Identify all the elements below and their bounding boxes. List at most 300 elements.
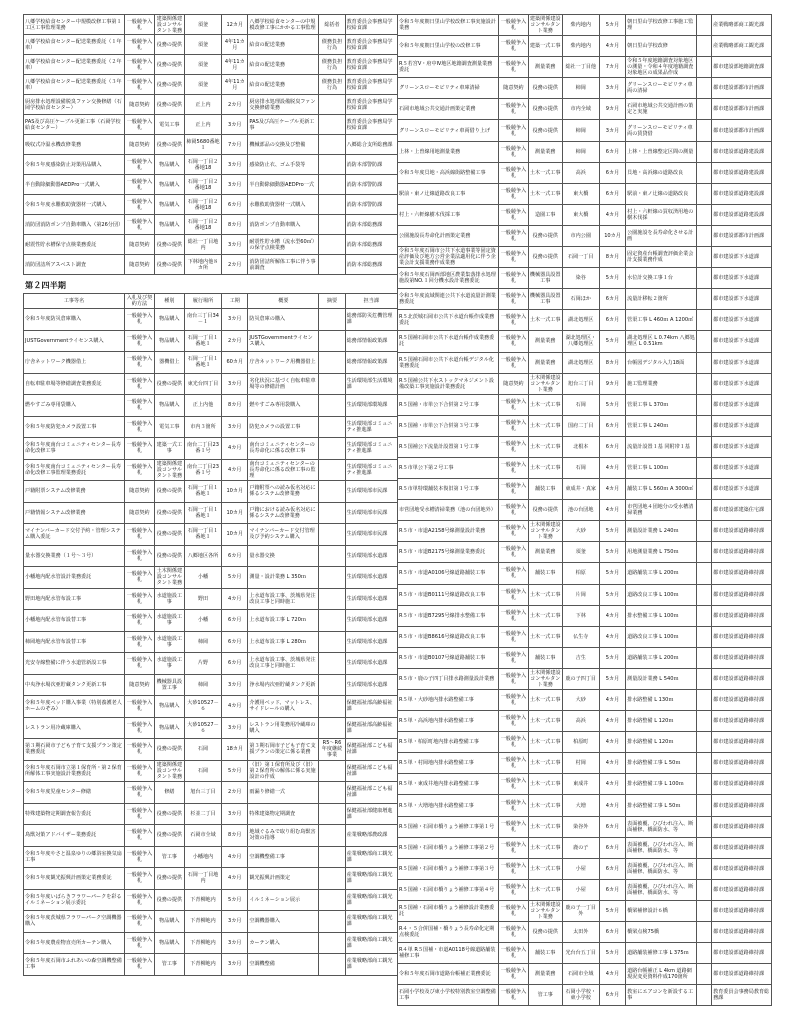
cell-department: 都市建設部道路維持課	[712, 795, 772, 816]
quarter-title: 第２四半期	[25, 280, 66, 290]
cell-location: 杉並二丁目	[184, 803, 221, 825]
cell-project-name: 村上・六軒線樹木伐採工事	[398, 204, 499, 225]
cell-remarks	[697, 900, 712, 921]
cell-department: 都市建設部道路維持課	[712, 690, 772, 711]
cell-location: 石岡一丁目	[562, 247, 599, 268]
cell-location: 柏原町	[562, 732, 599, 753]
cell-contract-method: 一般競争入札	[498, 500, 528, 521]
cell-department: 都市建設部道路維持課	[712, 711, 772, 732]
cell-project-name: R５国補公共下水ストックマネジメント設備改築工事実施設計業務委託	[398, 373, 499, 394]
cell-summary: 感染防止衣、ゴム手袋等	[248, 155, 319, 175]
cell-contract-method: 一般競争入札	[498, 879, 528, 900]
cell-contract-method: 一般競争入札	[124, 846, 154, 868]
cell-contract-method: 一般競争入札	[124, 330, 154, 352]
cell-type: 土木一式工事	[528, 711, 562, 732]
cell-project-name: 上林・上曽線用地測量業務	[398, 141, 499, 162]
cell-location: 東成井・真家	[562, 479, 599, 500]
cell-remarks: 債務負担行為	[319, 75, 345, 95]
cell-period: 3カ月	[222, 155, 248, 175]
table-row	[398, 457, 772, 478]
cell-period: 2カ月	[222, 330, 248, 352]
cell-summary: 南台コミュニティセンターの長寿命化に係る改修工事	[248, 438, 319, 460]
cell-period: 5カ月	[599, 563, 625, 584]
table-row	[398, 964, 772, 985]
cell-summary: 特殊建築物定期調査	[248, 803, 319, 825]
cell-project-name: R４・５合併国補・橋りょう長寿命化定期点検委託	[398, 922, 499, 943]
table-row	[24, 954, 398, 976]
cell-department: 都市建設部道路維持課	[712, 626, 772, 647]
table-row	[24, 889, 398, 911]
cell-project-name: 小幡地内配水管布設替工事	[24, 610, 125, 632]
cell-project-name: 令和５年度いばらきフラワーパークを彩るイルミネーション展示委託	[24, 889, 125, 911]
cell-location: 染谷	[562, 268, 599, 289]
table-row	[398, 795, 772, 816]
table-row	[398, 605, 772, 626]
cell-contract-method: 一般競争入札	[498, 900, 528, 921]
table-row	[398, 310, 772, 331]
cell-remarks	[319, 459, 345, 481]
cell-summary: 管渠工事 L 370ｍ	[626, 394, 697, 415]
cell-department: 都市建設部下水道課	[712, 479, 772, 500]
cell-contract-method: 一般競争入札	[124, 868, 154, 890]
cell-summary: 市営団地４団地分の受水槽清掃業務	[626, 500, 697, 521]
table-row	[24, 155, 398, 175]
cell-location: 高浜	[562, 711, 599, 732]
cell-period: 4カ月	[599, 36, 625, 57]
cell-project-name: グリーンスローモビリティ車両借り上げ	[398, 120, 499, 141]
cell-period: 6カ月	[222, 195, 248, 215]
cell-type: 土木一式工事	[528, 626, 562, 647]
cell-type: 土木関係建設コンサルタント業務	[529, 901, 561, 920]
cell-summary: 上水道布設工事、茨城県発注改良工事と同時施工	[248, 653, 319, 675]
cell-department: 都市建設部道路維持課	[712, 584, 772, 605]
header-type: 種別	[154, 294, 184, 309]
cell-type: 土木一式工事	[528, 795, 562, 816]
cell-contract-method: 一般競争入札	[498, 521, 528, 542]
table-row	[24, 868, 398, 890]
cell-contract-method: 一般競争入札	[498, 985, 528, 1006]
cell-project-name: 令和５年度観光振興計画策定業務委託	[24, 868, 125, 890]
cell-department: 産業戦略部商工観光課	[712, 36, 772, 57]
cell-remarks	[697, 141, 712, 162]
cell-location: 湖北処理区	[562, 310, 599, 331]
cell-type: 物品購入	[154, 717, 184, 739]
cell-remarks	[697, 774, 712, 795]
left-column	[23, 14, 398, 976]
cell-type: 役務の提供	[154, 255, 184, 275]
cell-project-name: 第３期石岡市子ども子育て支援プラン策定業務委託	[24, 739, 125, 761]
cell-period: 4カ月	[599, 732, 625, 753]
cell-project-name: R５北茨城石岡市公共下水道台帳作成業務委託	[398, 310, 499, 331]
cell-location: 南台二丁目23番１号	[184, 438, 221, 460]
cell-department: 八郷総合支所総務課	[345, 135, 397, 155]
table-row	[398, 985, 772, 1006]
cell-type: 物品購入	[154, 309, 184, 331]
cell-remarks	[697, 57, 712, 78]
cell-department: 都市建設部道路維持課	[712, 668, 772, 689]
cell-location: 柿岡	[184, 631, 221, 653]
cell-project-name: 令和５年度児童センター修繕	[24, 782, 125, 804]
cell-location: 大砂	[562, 521, 599, 542]
cell-type: 測量業務	[528, 352, 562, 373]
cell-remarks	[697, 816, 712, 837]
cell-department: 保健福祉部高齢福祉課	[345, 696, 397, 718]
cell-location: 大増	[562, 795, 599, 816]
table-row	[398, 668, 772, 689]
cell-type: 機械器具設置工事	[154, 674, 184, 696]
cell-project-name: R５国補石岡市公共下水道台帳デジタル化業務委託	[398, 352, 499, 373]
cell-contract-method: 随意契約	[124, 502, 154, 524]
cell-department: 生活環境部水道課	[345, 545, 397, 567]
cell-location: 鹿の子	[562, 837, 599, 858]
cell-department: 生活環境部水道課	[345, 567, 397, 589]
cell-period: 6カ月	[599, 436, 625, 457]
cell-summary: イルミネーション展示	[248, 889, 319, 911]
cell-location: 小幡	[184, 610, 221, 632]
cell-summary: 排水路整備工事 L 50ｍ	[626, 795, 697, 816]
cell-contract-method: 一般競争入札	[124, 524, 154, 546]
table-row	[398, 732, 772, 753]
cell-contract-method: 一般競争入札	[124, 739, 154, 761]
table-row	[398, 879, 772, 900]
cell-type: 建築一式工事	[154, 438, 184, 460]
cell-remarks	[697, 225, 712, 246]
cell-type: 土木一式工事	[528, 837, 562, 858]
cell-remarks	[319, 155, 345, 175]
cell-period: 5カ月	[599, 15, 625, 36]
cell-contract-method: 随意契約	[124, 674, 154, 696]
cell-location: 国府二丁目	[562, 415, 599, 436]
cell-summary: 排水路整備 L 130ｍ	[626, 690, 697, 711]
cell-summary: 排水路整備工事 L 100ｍ	[626, 774, 697, 795]
cell-location: 市内全域	[562, 99, 599, 120]
table-row	[398, 394, 772, 415]
cell-project-name: R５単・大増地内排水路整備工事	[398, 795, 499, 816]
table-row	[24, 115, 398, 135]
cell-contract-method: 一般競争入札	[124, 352, 154, 374]
cell-summary: 消防ポンプ自動車購入	[248, 215, 319, 235]
header-department: 担当課	[345, 294, 397, 309]
cell-project-name: 令和５年度水難救助資器材一式購入	[24, 195, 125, 215]
cell-department: 都市建設部道路維持課	[712, 922, 772, 943]
cell-remarks	[697, 204, 712, 225]
cell-type: 役務の提供	[154, 739, 184, 761]
cell-location: 染谷外	[562, 816, 599, 837]
cell-contract-method: 一般競争入札	[124, 545, 154, 567]
cell-department: 消防本部警防課	[345, 195, 397, 215]
cell-contract-method: 一般競争入札	[124, 155, 154, 175]
cell-period: 2カ月	[222, 95, 248, 115]
cell-location: 石岡一丁目１番地１	[184, 524, 221, 546]
cell-type: 土木一式工事	[528, 774, 562, 795]
cell-summary: 排水整備工事 L 100ｍ	[626, 605, 697, 626]
cell-type: 器機借上	[154, 352, 184, 374]
cell-department: 教育委員会事務局学校給食課	[345, 15, 397, 35]
cell-type: 機械器具設置工事	[528, 268, 562, 289]
cell-summary: 戸籍における読み仮名対応に係るシステム改修業務	[248, 502, 319, 524]
cell-summary: 道路舗装補修工事 L 375ｍ	[626, 943, 697, 964]
cell-project-name: R４単 R５国補・市道A0118号線道路舗装補修工事	[398, 943, 499, 964]
cell-project-name: 小幡地内配水管設計業務委託	[24, 567, 125, 589]
cell-department: 産業戦略部商工観光課	[345, 932, 397, 954]
cell-summary: 公園施設を長寿命化させる計画	[626, 225, 697, 246]
cell-period: 9カ月	[599, 99, 625, 120]
table-row	[24, 803, 398, 825]
cell-project-name: 半自動除細動器AEDPro一式購入	[24, 175, 125, 195]
cell-period: 4カ月	[599, 479, 625, 500]
cell-period: 12カ月	[222, 15, 248, 35]
cell-department: 都市建設部下水道課	[712, 457, 772, 478]
table-row	[24, 631, 398, 653]
header-contract-method: 入札及び契約方法	[124, 294, 154, 309]
cell-period: 3カ月	[222, 175, 248, 195]
cell-period: 5カ月	[599, 521, 625, 542]
cell-period: 3カ月	[222, 674, 248, 696]
cell-remarks	[697, 15, 712, 36]
cell-remarks	[697, 943, 712, 964]
cell-department: 都市建設部道路維持課	[712, 816, 772, 837]
cell-type: 土木関係建設コンサルタント業務	[529, 669, 561, 688]
table-row	[24, 135, 398, 155]
cell-project-name: 自転車駐車場等修繕調査業務委託	[24, 373, 125, 395]
cell-type: 物品購入	[154, 911, 184, 933]
cell-type: 土木関係建設コンサルタント業務	[154, 567, 184, 589]
cell-remarks	[319, 954, 345, 976]
cell-department: 都市建設部道路維持課	[712, 858, 772, 879]
table-row	[398, 542, 772, 563]
table-row	[24, 674, 398, 696]
cell-contract-method: 一般競争入札	[498, 626, 528, 647]
table-row	[24, 235, 398, 255]
table-row	[24, 696, 398, 718]
cell-type: 役務の提供	[154, 35, 184, 55]
cell-department: 生活環境部コミュニティ推進課	[345, 416, 397, 438]
cell-remarks	[697, 964, 712, 985]
cell-project-name: 令和５年度石岡市立第１保育所・第２保育所解体工事実施設計業務委託	[24, 760, 125, 782]
cell-contract-method: 一般競争入札	[124, 395, 154, 417]
cell-contract-method: 随意契約	[498, 373, 528, 394]
header-remarks: 摘要	[319, 294, 345, 309]
cell-department: 生活環境部水道課	[345, 588, 397, 610]
cell-period: 5カ月	[599, 394, 625, 415]
cell-remarks	[697, 162, 712, 183]
cell-department: 教育委員会事務局学校給食課	[345, 75, 397, 95]
cell-project-name: R５若宮Ⅴ・府中Ⅳ地区地籍調査測量業務委託	[398, 57, 499, 78]
cell-type: 電気工事	[154, 115, 184, 135]
cell-period: 9カ月	[599, 373, 625, 394]
table-row	[398, 120, 772, 141]
header-location: 履行場所	[184, 294, 221, 309]
cell-remarks	[319, 631, 345, 653]
cell-type: 役務の提供	[528, 225, 562, 246]
cell-summary: 朝日里山学校改修工事施工監理	[626, 15, 697, 36]
cell-department: 保健福祉部こども福祉課	[345, 760, 397, 782]
cell-summary: 耐震性貯水槽（流水型60㎥）の保守点検業務	[248, 235, 319, 255]
cell-department: 教育委員会事務局教育総務課	[712, 985, 772, 1006]
cell-period: 4カ月	[599, 626, 625, 647]
cell-contract-method: 一般競争入札	[498, 99, 528, 120]
cell-summary: 朝日里山学校改修	[626, 36, 697, 57]
cell-project-name: R５国補・市単公下合併第２号工事	[398, 394, 499, 415]
cell-type: 物品購入	[154, 155, 184, 175]
cell-summary: 測量設計業務 L 540ｍ	[626, 668, 697, 689]
cell-department: 生活環境部水道課	[345, 610, 397, 632]
cell-project-name: R５国補・石岡市橋りょう補修工事第２号	[398, 837, 499, 858]
cell-location: 下林地内他８カ所	[184, 255, 221, 275]
cell-contract-method: 一般競争入札	[124, 75, 154, 95]
cell-contract-method: 一般競争入札	[498, 162, 528, 183]
cell-summary: 道路舗装工事 L 200ｍ	[626, 647, 697, 668]
cell-period: 3カ月	[222, 803, 248, 825]
cell-remarks	[697, 711, 712, 732]
cell-summary: 管渠工事 L 100ｍ	[626, 457, 697, 478]
cell-summary: 八郷学校給食センターの中規模改修工事にかかる工事監理	[248, 15, 319, 35]
cell-type: 建築一式工事	[528, 36, 562, 57]
cell-period: 6カ月	[599, 985, 625, 1006]
cell-project-name: 鳥獣対策アドバイザー業務委託	[24, 825, 125, 847]
cell-location: 光台台五丁目	[562, 943, 599, 964]
cell-summary: 排水路整備 L 120ｍ	[626, 711, 697, 732]
cell-contract-method: 一般競争入札	[124, 438, 154, 460]
cell-type: 測量業務	[528, 141, 562, 162]
cell-location: 総社一丁目地内	[184, 235, 221, 255]
cell-department: 教育委員会事務局学校給食課	[345, 35, 397, 55]
cell-location: 須釜	[184, 75, 221, 95]
cell-period: 3カ月	[222, 416, 248, 438]
cell-project-name: R５国補・石岡市橋りょう補修工事第１号	[398, 816, 499, 837]
cell-department: 都市建設部都市計画課	[712, 78, 772, 99]
cell-type: 修繕	[154, 782, 184, 804]
table-row	[398, 521, 772, 542]
cell-type: 役務の提供	[154, 502, 184, 524]
cell-type: 役務の提供	[528, 247, 562, 268]
cell-department: 生活環境部コミュニティ推進課	[345, 459, 397, 481]
cell-remarks	[697, 584, 712, 605]
cell-project-name: 八郷学校給食センター配送業務委託（１年車）	[24, 35, 125, 55]
cell-department: 生活環境部市民課	[345, 524, 397, 546]
cell-location: 池の台団地	[562, 500, 599, 521]
cell-contract-method: 一般競争入札	[498, 711, 528, 732]
cell-remarks	[697, 985, 712, 1006]
cell-summary: 湖北処理区 L 0.74km 八郷処理区 L 0.51km	[626, 331, 697, 352]
cell-remarks: R5～R6年度継続事業	[319, 739, 345, 761]
cell-contract-method: 一般競争入札	[124, 889, 154, 911]
cell-contract-method: 一般競争入札	[498, 394, 528, 415]
cell-department: 生活環境部環境課	[345, 395, 397, 417]
cell-summary: マイナンバーカード交付管理及び予約システム購入	[248, 524, 319, 546]
cell-remarks	[319, 653, 345, 675]
cell-type: 造園工事	[528, 204, 562, 225]
table-row	[24, 717, 398, 739]
cell-summary: 水難救助資器材一式購入	[248, 195, 319, 215]
cell-period: 6カ月	[222, 653, 248, 675]
cell-remarks	[319, 868, 345, 890]
table-row	[24, 75, 398, 95]
cell-type: 土木一式工事	[528, 690, 562, 711]
cell-location: 鹿の子四丁目	[562, 668, 599, 689]
table-row	[24, 373, 398, 395]
cell-summary: 道路台帳補正 L 4km 道路網現況変更資料作成170箇所	[626, 964, 697, 985]
cell-department: 総務部防災危機管理課	[345, 309, 397, 331]
cell-location: 高浜	[562, 162, 599, 183]
cell-location: 吉生	[562, 647, 599, 668]
cell-period: 18カ月	[222, 739, 248, 761]
cell-type: 水道施設工事	[154, 653, 184, 675]
cell-period: 6カ月	[599, 858, 625, 879]
table-row	[398, 647, 772, 668]
table-row	[24, 524, 398, 546]
table-row	[24, 911, 398, 933]
cell-location: 石岡一丁目２番地18	[184, 155, 221, 175]
cell-contract-method: 一般競争入札	[498, 858, 528, 879]
cell-department: 消防本部総務課	[345, 235, 397, 255]
table-row	[24, 175, 398, 195]
cell-period: 4カ月	[599, 774, 625, 795]
cell-remarks	[319, 309, 345, 331]
cell-location: 石岡	[184, 739, 221, 761]
cell-period: 5カ月	[599, 584, 625, 605]
cell-type: 役務の提供	[528, 922, 562, 943]
cell-remarks	[319, 255, 345, 275]
cell-period: 8カ月	[599, 352, 625, 373]
cell-type: 管工事	[154, 846, 184, 868]
cell-project-name: JUSTGovernmentライセンス購入	[24, 330, 125, 352]
cell-department: 産業戦略部商工観光課	[712, 15, 772, 36]
cell-department: 都市建設部道路維持課	[712, 753, 772, 774]
cell-type: 土木一式工事	[528, 457, 562, 478]
table-row	[24, 502, 398, 524]
cell-type: 役務の提供	[154, 75, 184, 95]
cell-location: 総社一丁目他	[562, 57, 599, 78]
cell-department: 都市建設部道路維持課	[712, 774, 772, 795]
cell-project-name: 令和５年度石岡市公共下水道事業等固定資産評価及び地方公営企業法適用化に伴う企業会計支援業務作成業務	[398, 247, 499, 268]
table-row	[24, 932, 398, 954]
cell-period: 3カ月	[222, 235, 248, 255]
cell-contract-method: 一般競争入札	[124, 610, 154, 632]
cell-contract-method: 一般競争入札	[498, 352, 528, 373]
cell-project-name: R５市・鹿の子四丁目排水路測量設計業務	[398, 668, 499, 689]
cell-remarks	[697, 668, 712, 689]
table-row	[398, 774, 772, 795]
cell-period: 4カ月	[222, 846, 248, 868]
cell-contract-method: 随意契約	[124, 135, 154, 155]
cell-project-name: R５市・市道B8616号線道路改良工事	[398, 626, 499, 647]
cell-department: 産業戦略部商工観光課	[345, 911, 397, 933]
cell-type: 土木関係建設コンサルタント業務	[529, 374, 561, 393]
cell-remarks	[319, 524, 345, 546]
cell-type: 役務の提供	[528, 99, 562, 120]
cell-period: 4年11カ月	[222, 75, 248, 95]
cell-department: 保健福祉部こども福祉課	[345, 739, 397, 761]
cell-contract-method: 一般競争入札	[124, 932, 154, 954]
cell-summary: 台帳図デジタル入力18面	[626, 352, 697, 373]
cell-summary: 地域ぐるみで取り組む鳥獣害対策の指導	[248, 825, 319, 847]
cell-location: 湖北処理区・八郷処理区	[562, 331, 599, 352]
table-row	[398, 247, 772, 268]
table-row	[398, 436, 772, 457]
cell-type: 建築関係建設コンサルタント業務	[154, 15, 184, 35]
cell-type: 役務の提供	[154, 868, 184, 890]
cell-type: 土木関係建設コンサルタント業務	[529, 522, 561, 541]
cell-period: 3カ月	[222, 954, 248, 976]
cell-location: 石岡	[562, 394, 599, 415]
cell-type: 役務の提供	[154, 524, 184, 546]
table-row	[398, 141, 772, 162]
cell-type: 土木一式工事	[528, 584, 562, 605]
cell-contract-method: 一般競争入札	[498, 732, 528, 753]
cell-period: 7カ月	[222, 135, 248, 155]
cell-type: 電気工事	[154, 416, 184, 438]
